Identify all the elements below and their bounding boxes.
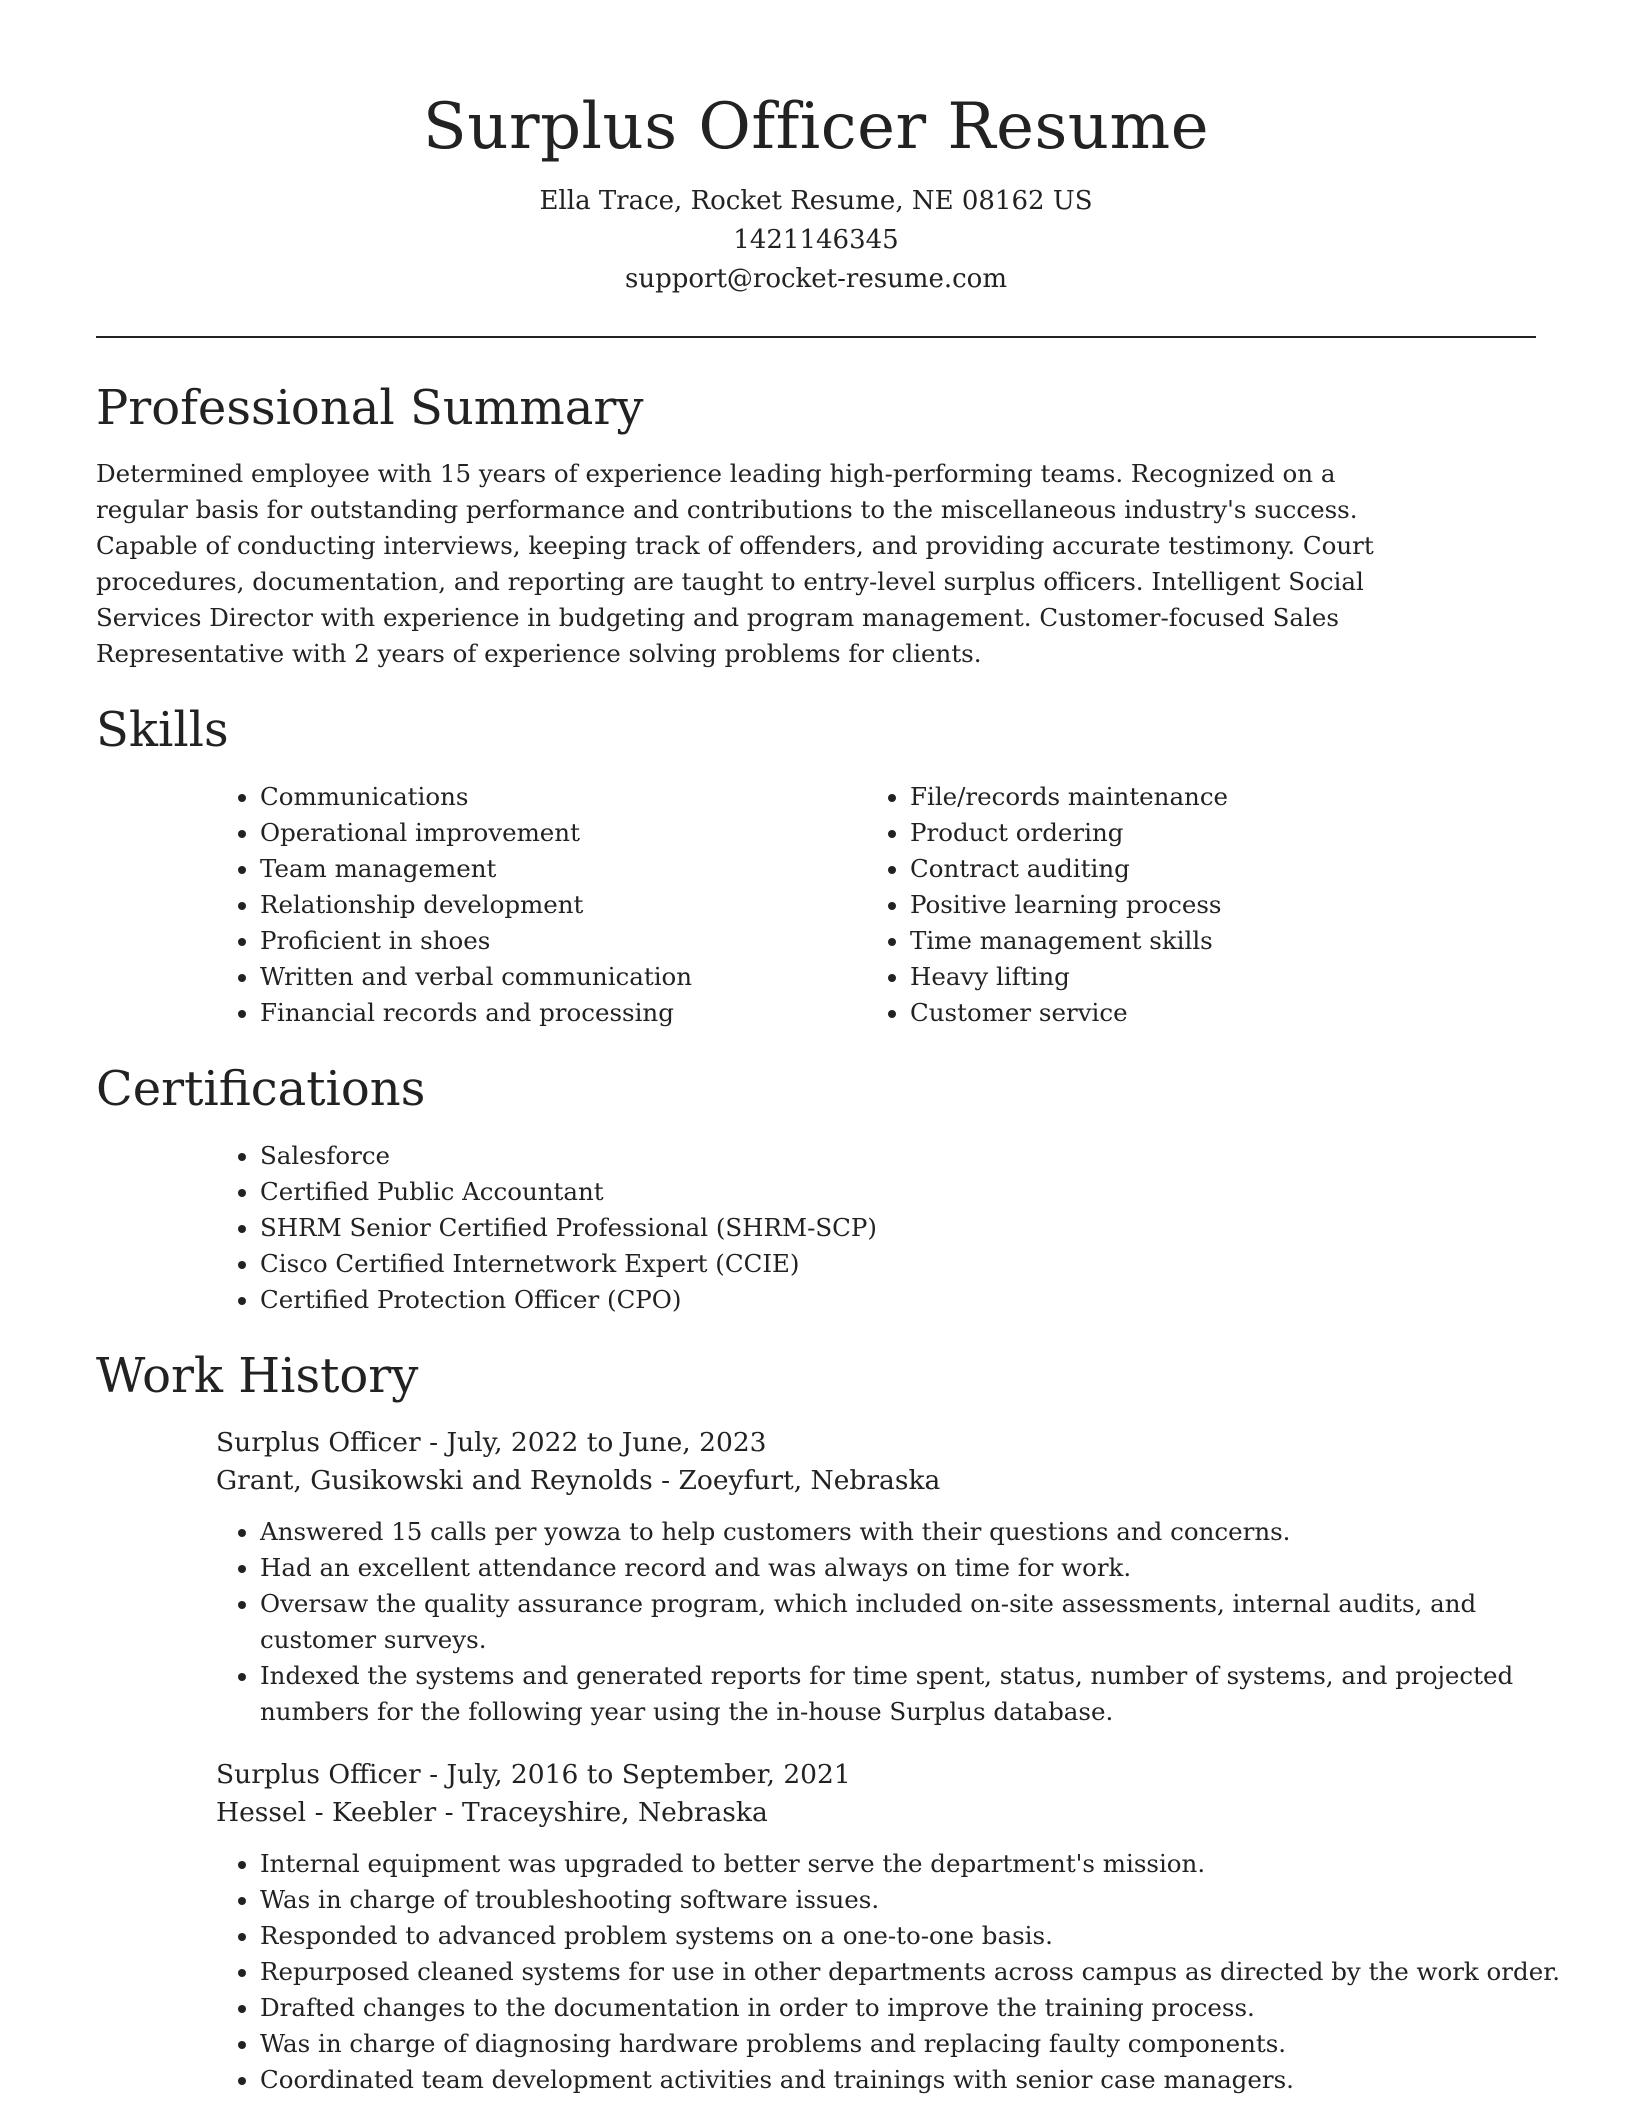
work-history-section xyxy=(96,1344,1560,2098)
skill-item: • Heavy lifting xyxy=(910,959,1516,995)
resume-page xyxy=(96,0,1560,2098)
certifications-block xyxy=(216,1138,1536,1318)
job-bullet: • Repurposed cleaned systems for use in other departments across campus as directed by the work order. xyxy=(260,1954,1560,1990)
certification-item: • Salesforce xyxy=(260,1138,1536,1174)
skill-item: • Team management xyxy=(260,851,866,887)
job-company-line: Grant, Gusikowski and Reynolds - Zoeyfurt, Nebraska xyxy=(216,1465,941,1496)
skills-list-right xyxy=(866,779,1516,1031)
certification-item: • Certified Public Accountant xyxy=(260,1174,1536,1210)
job-bullet: • Indexed the systems and generated reports for time spent, status, number of systems, and projected numbers for the following year using the in-house Surplus database. xyxy=(260,1658,1560,1730)
job-company-line: Hessel - Keebler - Traceyshire, Nebraska xyxy=(216,1797,768,1828)
certifications-heading: Certifications xyxy=(96,1061,426,1117)
contact-phone: 1421146345 xyxy=(733,225,899,255)
job-bullets xyxy=(216,1514,1560,1730)
certification-item: • Cisco Certified Internetwork Expert (CCIE) xyxy=(260,1246,1536,1282)
job-bullet: • Responded to advanced problem systems on a one-to-one basis. xyxy=(260,1918,1560,1954)
job-dates: July, 2022 to June, 2023 xyxy=(446,1427,767,1458)
header-divider xyxy=(96,336,1536,338)
job-title-line: Surplus Officer - July, 2022 to June, 2023 xyxy=(216,1427,767,1458)
skill-item: • Financial records and processing xyxy=(260,995,866,1031)
skill-item: • File/records maintenance xyxy=(910,779,1516,815)
skill-item: • Written and verbal communication xyxy=(260,959,866,995)
skill-item: • Customer service xyxy=(910,995,1516,1031)
job-bullet: • Was in charge of troubleshooting software issues. xyxy=(260,1882,1560,1918)
summary-heading: Professional Summary xyxy=(96,380,644,436)
skill-item: • Time management skills xyxy=(910,923,1516,959)
job-title-line: Surplus Officer - July, 2016 to September, 2021 xyxy=(216,1759,851,1790)
job-bullet: • Drafted changes to the documentation in order to improve the training process. xyxy=(260,1990,1560,2026)
job-bullet: • Coordinated team development activities and trainings with senior case managers. xyxy=(260,2062,1560,2098)
skills-section xyxy=(96,698,1536,1031)
job-bullets xyxy=(216,1846,1560,2098)
skill-item: • Positive learning process xyxy=(910,887,1516,923)
contact-address: Ella Trace, Rocket Resume, NE 08162 US xyxy=(539,186,1093,216)
skill-item: • Communications xyxy=(260,779,866,815)
certification-item: • SHRM Senior Certified Professional (SHRM-SCP) xyxy=(260,1210,1536,1246)
job-bullet: • Was in charge of diagnosing hardware problems and replacing faulty components. xyxy=(260,2026,1560,2062)
skill-item: • Product ordering xyxy=(910,815,1516,851)
certifications-section xyxy=(96,1057,1536,1318)
skills-column-left xyxy=(216,779,866,1031)
job-company: Grant, Gusikowski and Reynolds xyxy=(216,1465,653,1496)
contact-block xyxy=(96,182,1536,299)
skill-item: • Operational improvement xyxy=(260,815,866,851)
work-history-heading: Work History xyxy=(96,1348,419,1404)
skills-column-right xyxy=(866,779,1516,1031)
job-location: Traceyshire, Nebraska xyxy=(462,1797,768,1828)
summary-section xyxy=(96,376,1536,672)
skills-heading: Skills xyxy=(96,702,229,758)
job-bullet: • Had an excellent attendance record and was always on time for work. xyxy=(260,1550,1560,1586)
certification-item: • Certified Protection Officer (CPO) xyxy=(260,1282,1536,1318)
job-bullet: • Internal equipment was upgraded to better serve the department's mission. xyxy=(260,1846,1560,1882)
job-title: Surplus Officer xyxy=(216,1759,421,1790)
skills-columns xyxy=(216,779,1536,1031)
job-title: Surplus Officer xyxy=(216,1427,421,1458)
skill-item: • Relationship development xyxy=(260,887,866,923)
skills-list-left xyxy=(216,779,866,1031)
summary-text: Determined employee with 15 years of experience leading high-performing teams. Recognized on a regular basis for outstanding performance and contributions to the miscellaneous industry's success. Capable of conducting interviews, keeping track of offenders, and providing accurate testimony. Court procedures, documentation, and reporting are taught to entry-level surplus officers. Intelligent Social Services Director with experience in budgeting and program management. Customer-focused Sales Representative with 2 years of experience solving problems for clients. xyxy=(96,459,1374,668)
job-entry xyxy=(216,1756,1560,2098)
resume-title: Surplus Officer Resume xyxy=(422,90,1210,164)
job-bullet: • Oversaw the quality assurance program, which included on-site assessments, internal audits, and customer surveys. xyxy=(260,1586,1560,1658)
skill-item: • Proficient in shoes xyxy=(260,923,866,959)
job-company: Hessel - Keebler xyxy=(216,1797,437,1828)
job-dates: July, 2016 to September, 2021 xyxy=(446,1759,851,1790)
job-entry xyxy=(216,1424,1536,1730)
contact-email: support@rocket-resume.com xyxy=(624,264,1007,294)
skill-item: • Contract auditing xyxy=(910,851,1516,887)
resume-header xyxy=(96,0,1536,299)
job-location: Zoeyfurt, Nebraska xyxy=(678,1465,941,1496)
certifications-list xyxy=(216,1138,1536,1318)
job-bullet: • Answered 15 calls per yowza to help customers with their questions and concerns. xyxy=(260,1514,1560,1550)
